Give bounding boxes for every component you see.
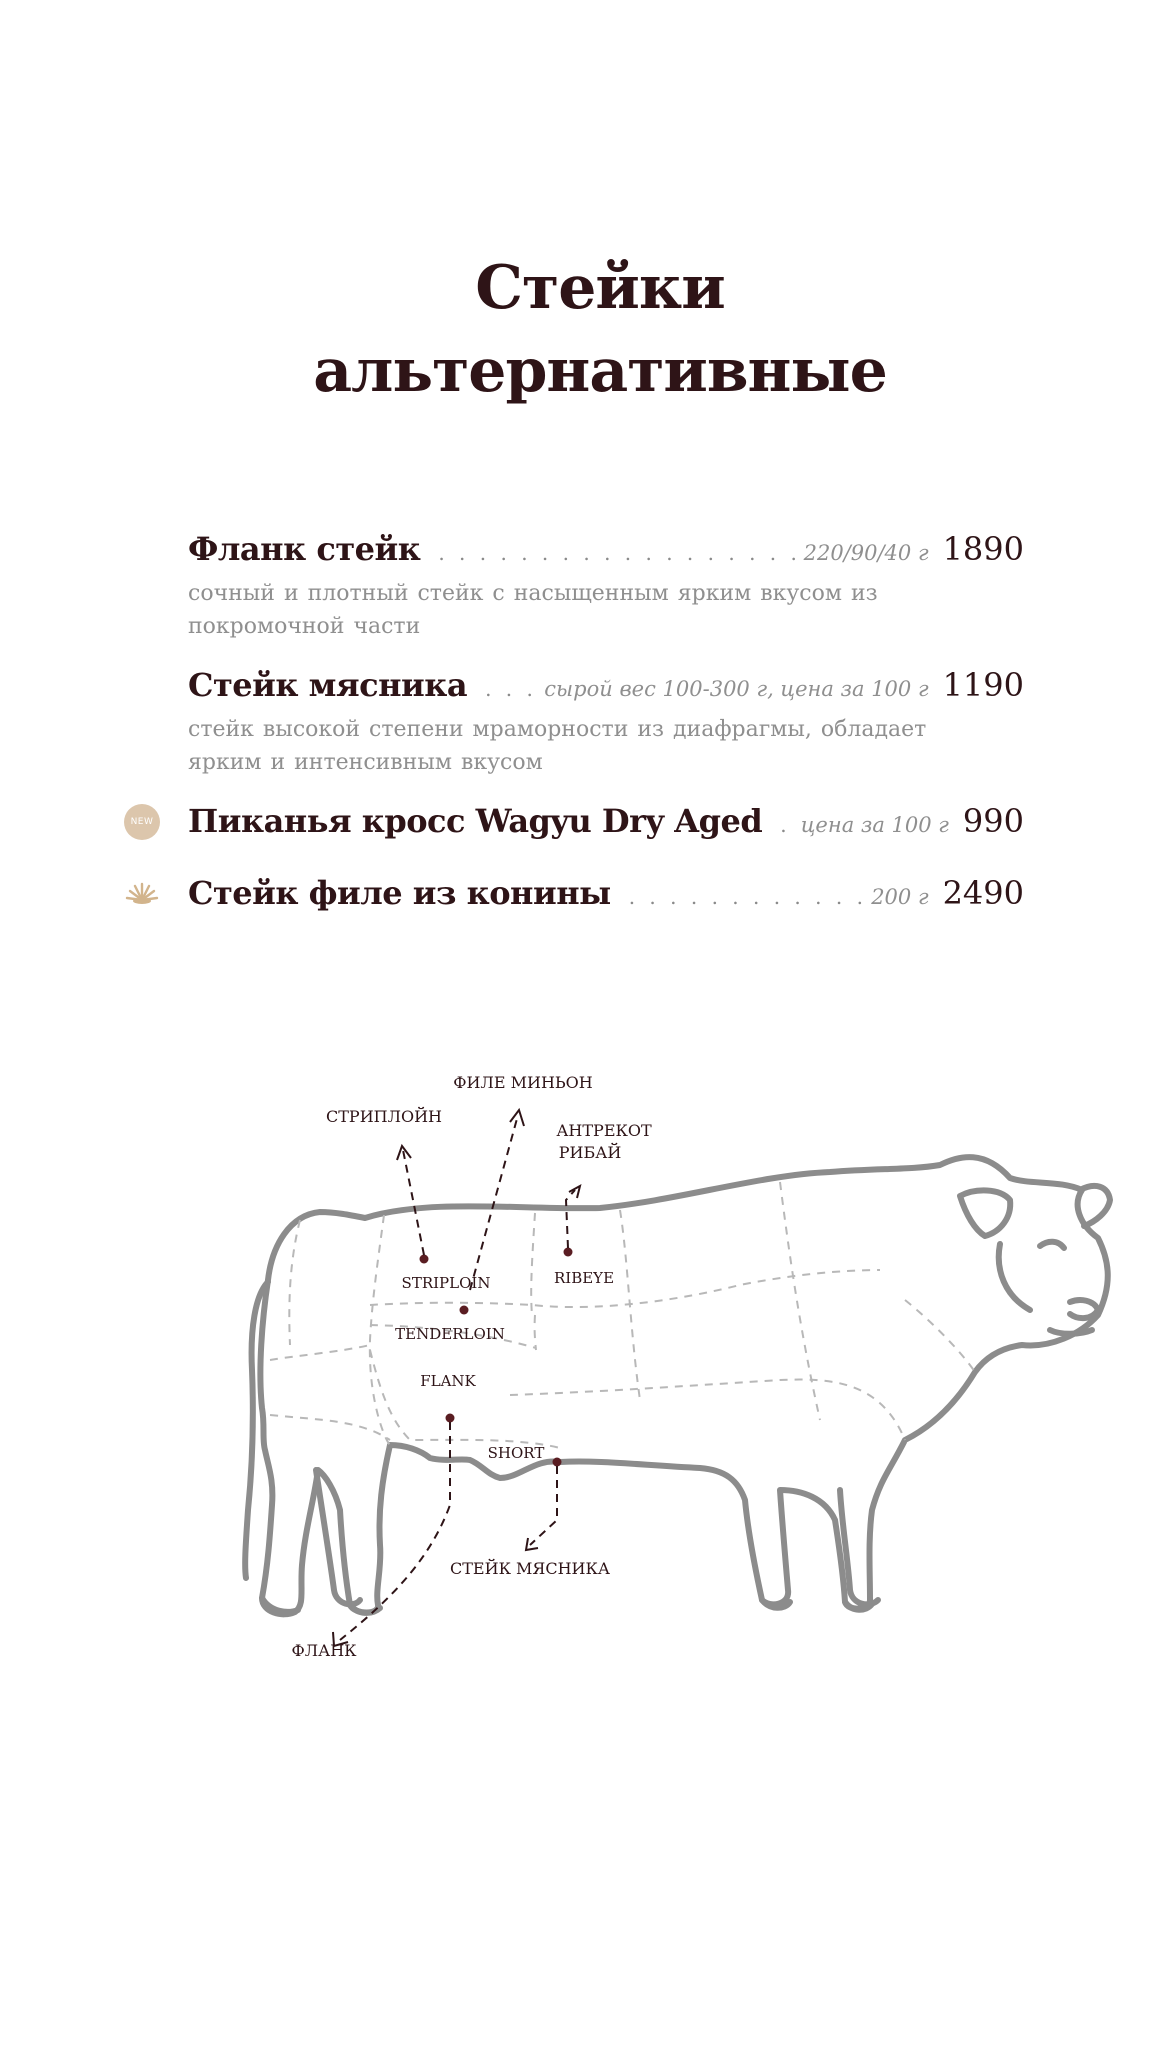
cow-outline (245, 1157, 1110, 1614)
label-short: SHORT (487, 1444, 545, 1462)
sunburst-icon (124, 876, 160, 912)
dot-leader (629, 885, 865, 913)
menu-item-picanha-wagyu (188, 802, 1024, 846)
label-striploin: STRIPLOIN (401, 1274, 491, 1292)
callout-entrecote: АНТРЕКОТ (556, 1121, 652, 1140)
menu-item-butcher-steak (188, 666, 1024, 779)
label-flank: FLANK (420, 1372, 476, 1390)
item-weight: 220/90/40 г (803, 541, 929, 565)
marker-tenderloin (460, 1306, 469, 1315)
marker-flank (446, 1414, 455, 1423)
item-price: 1890 (942, 530, 1024, 568)
item-name: Стейк мясника (188, 666, 468, 704)
item-name: Стейк филе из конины (188, 874, 611, 912)
arrow-heads (333, 1110, 580, 1646)
cut-markers (420, 1248, 573, 1467)
marker-ribeye (564, 1248, 573, 1257)
item-price: 990 (962, 802, 1024, 840)
dot-leader (438, 541, 797, 569)
callout-arrows (340, 1115, 575, 1640)
item-description: сочный и плотный стейк с насыщенным ярким вкусом из покромочной части (188, 581, 878, 639)
item-weight: сырой вес 100-300 г, цена за 100 г (544, 677, 929, 701)
item-name: Пиканья кросс Wagyu Dry Aged (188, 802, 763, 840)
item-description: стейк высокой степени мраморности из диафрагмы, обладает ярким и интенсивным вкусом (188, 717, 927, 775)
page-title-line-1: Стейки (475, 253, 725, 324)
marker-short (553, 1458, 562, 1467)
menu-item-horse-fillet (188, 874, 1024, 918)
label-ribeye: RIBEYE (553, 1269, 615, 1287)
label-tenderloin: TENDERLOIN (395, 1325, 505, 1343)
item-price: 2490 (942, 874, 1024, 912)
callout-butcher-steak: СТЕЙК МЯСНИКА (450, 1559, 610, 1578)
page-title-line-2: альтернативные (313, 336, 887, 407)
dot-leader (485, 677, 538, 705)
item-weight: цена за 100 г (800, 813, 949, 837)
new-badge-icon: NEW (124, 804, 160, 840)
item-price: 1190 (942, 666, 1024, 704)
marker-striploin (420, 1255, 429, 1264)
dot-leader (780, 813, 795, 841)
item-weight: 200 г (871, 885, 929, 909)
callout-fillet-mignon: ФИЛЕ МИНЬОН (453, 1073, 593, 1092)
cut-lines (270, 1182, 975, 1448)
callout-flank: ФЛАНК (291, 1641, 357, 1660)
menu-item-flank-steak (188, 530, 1024, 643)
callout-striploin: СТРИПЛОЙН (326, 1107, 442, 1126)
item-name: Фланк стейк (188, 530, 421, 568)
callout-ribeye: РИБАЙ (558, 1143, 622, 1162)
